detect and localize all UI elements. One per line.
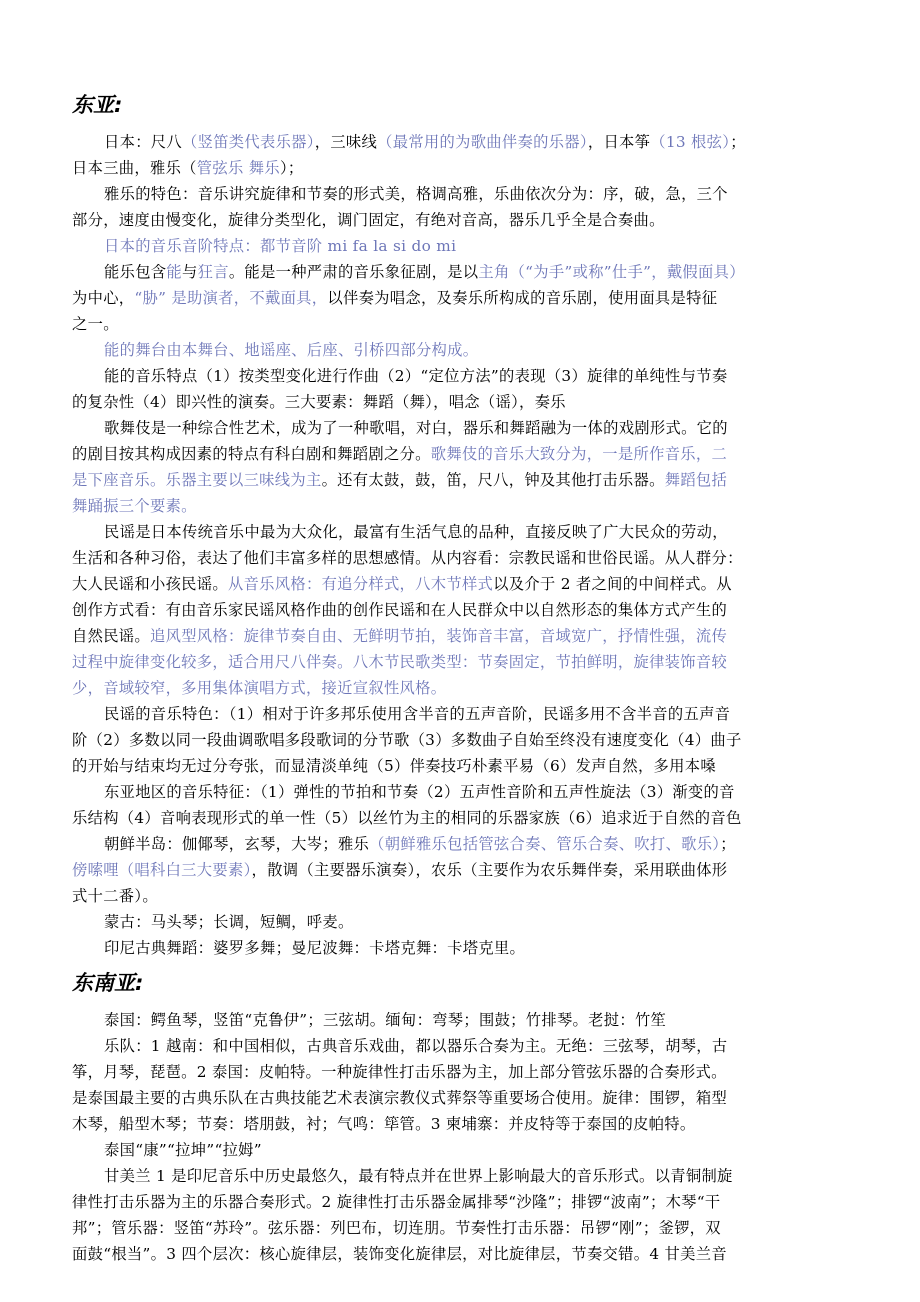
highlighted-text: “胁” 是助演者，不戴面具， [134,289,328,307]
text-run: 与 [182,263,198,281]
highlighted-text: （竖笛类代表乐器） [182,133,315,151]
text-run: 东亚地区的音乐特征：（1）弹性的节拍和节奏（2）五声性音阶和五声性旋法（3）渐变的音 [104,783,735,801]
text-run: 的剧目按其构成因素的特点有科白剧和舞蹈剧之分。 [72,445,431,463]
text-run: 为中心， [72,289,135,307]
text-line [72,1111,695,1137]
text-run: 的开始与结束均无过分夸张，而显清淡单纯（5）伴奏技巧朴素平易（6）发声自然，多用本嗓 [72,757,716,775]
text-line [72,207,665,233]
text-line [104,1137,262,1163]
highlighted-text: 能的舞台由本舞台、地谣座、后座、引桥四部分构成。 [104,341,479,359]
highlighted-text: 舞蹈包括 [664,471,728,489]
text-line [72,675,446,701]
text-run: 式十二番）。 [72,887,158,905]
text-line [72,285,717,311]
text-run: 朝鲜半岛：伽倻琴，玄琴，大岑；雅乐 [104,835,370,853]
highlighted-text: 主角（“为手”或称”仕手”，戴假面具） [478,263,745,281]
text-run: 大人民谣和小孩民谣。 [72,575,228,593]
text-run: 阶（2）多数以同一段曲调歌唱多段歌词的分节歌（3）多数曲子自始至终没有速度变化（4）曲子 [72,731,742,749]
text-run: 能的音乐特点（1）按类型变化进行作曲（2）“定位方法”的表现（3）旋律的单纯性与节奏 [104,367,728,385]
text-run: 之一。 [72,315,119,333]
highlighted-text: （朝鲜雅乐包括管弦合奏、管乐合奏、吹打、歌乐） [369,835,721,853]
text-run: 面鼓“根当”。3 四个层次：核心旋律层，装饰变化旋律层，对比旋律层，节奏交错。4 甘美兰音 [72,1245,727,1263]
text-line [72,545,743,571]
text-run: 自然民谣。 [72,627,150,645]
text-line [72,441,727,467]
text-run: 蒙古：马头琴；长调，短鲷，呼麦。 [104,913,354,931]
text-line [104,415,728,441]
text-line [104,1163,733,1189]
text-run: 。还有太鼓，鼓，笛，尺八，钟及其他打击乐器。 [321,471,665,489]
highlighted-text: 舞踊振三个要素。 [72,497,197,515]
text-run: 民谣的音乐特色：（1）相对于许多邦乐使用含半音的五声音阶，民谣多用不含半音的五声音 [104,705,731,723]
text-line [72,1085,727,1111]
text-run: 邦”；管乐器：竖笛“苏玲”。弦乐器：列巴布，切连朋。节奏性打击乐器：吊锣“刚”；釜锣，双 [72,1219,721,1237]
text-line [104,129,746,155]
highlighted-text: 歌舞伎的音乐大致分为，一是所作音乐，二 [430,445,728,463]
text-run: 印尼古典舞蹈：婆罗多舞；曼尼波舞：卡塔克舞：卡塔克里。 [104,939,526,957]
highlighted-text: 狂言 [197,263,229,281]
text-line [72,571,732,597]
text-run: 日本三曲，雅乐（ [72,159,197,177]
text-run: 的复杂性（4）即兴性的演奏。三大要素：舞蹈（舞），唱念（谣），奏乐 [72,393,566,411]
text-line [72,1189,720,1215]
text-run: 部分，速度由慢变化，旋律分类型化，调门固定，有绝对音高，器乐几乎全是合奏曲。 [72,211,665,229]
text-line [104,363,727,389]
text-run: 雅乐的特色：音乐讲究旋律和节奏的形式美，格调高雅，乐曲依次分为：序，破，急，三个 [104,185,728,203]
highlighted-text: 乐器主要以三味线为主 [165,471,322,489]
text-line [104,337,478,363]
text-line [72,857,727,883]
text-line [72,493,197,519]
text-run: 是泰国最主要的古典乐队在古典技能艺术表演宗教仪式葬祭等重要场合使用。旋律：围锣，箱型 [72,1089,728,1107]
highlighted-text: （唱科白三大要素） [118,861,252,879]
text-run: ）； [279,159,304,177]
text-line [72,649,727,675]
text-line [72,1215,721,1241]
text-run: 泰国：鳄鱼琴，竖笛“克鲁伊”；三弦胡。缅甸：弯琴；围鼓；竹排琴。老挝：竹笙 [104,1011,667,1029]
text-line [72,155,303,181]
text-run: 生活和各种习俗，表达了他们丰富多样的思想感情。从内容看：宗教民谣和世俗民谣。从人群分： [72,549,743,567]
text-run: ，日本筝 [587,133,651,151]
highlighted-text: 傍嗦哩 [72,861,119,879]
text-line [72,805,742,831]
text-run: 律性打击乐器为主的乐器合奏形式。2 旋律性打击乐器金属排琴“沙隆”；排锣“波南”；木琴“干 [72,1193,721,1211]
text-run: 歌舞伎是一种综合性艺术，成为了一种歌唱，对白，器乐和舞蹈融为一体的戏剧形式。它的 [104,419,728,437]
highlighted-text: （13 根弦） [650,133,731,151]
text-line [104,935,525,961]
text-run: 甘美兰 1 是印尼音乐中历史最悠久，最有特点并在世界上影响最大的音乐形式。以青铜制旋 [104,1167,733,1185]
text-run: 。能是一种严肃的音乐象征剧，是以 [228,263,479,281]
text-line [72,727,742,753]
text-line [104,233,456,259]
highlighted-text: 少，音域较窄，多用集体演唱方式，接近宣叙性风格。 [72,679,447,697]
highlighted-text: 追风型风格：旋律节奏自由、无鲜明节拍，装饰音丰富，音域宽广，抒情性强，流传 [150,627,728,645]
text-line [72,623,727,649]
text-run: ，散调（主要器乐演奏），农乐（主要作为农乐舞伴奏，采用联曲体形 [251,861,728,879]
text-line [104,779,735,805]
text-line [72,389,566,415]
text-line [72,311,119,337]
text-run: ； [720,835,736,853]
text-run: 民谣是日本传统音乐中最为大众化，最富有生活气息的品种，直接反映了广大民众的劳动， [104,523,728,541]
text-line [104,181,728,207]
highlighted-text: （最常用的为歌曲伴奏的乐器） [377,133,588,151]
text-line [72,1241,727,1267]
text-line [104,259,745,285]
text-line [72,597,727,623]
text-line [104,519,728,545]
text-line [104,909,354,935]
text-run: 木琴，船型木琴；节奏：塔朋鼓，衬；气鸣：筚管。3 柬埔寨：并皮特等于泰国的皮帕特。 [72,1115,696,1133]
text-line [104,831,736,857]
text-run: ，三味线 [314,133,378,151]
highlighted-text: 是下座音乐。 [72,471,166,489]
text-run: 乐队：1 越南：和中国相似，古典音乐戏曲，都以器乐合奏为主。无绝：三弦琴，胡琴，古 [104,1037,728,1055]
text-line [104,701,730,727]
highlighted-text: 能 [166,263,182,281]
text-run: 能乐包含 [104,263,167,281]
text-run: 日本：尺八 [104,133,182,151]
text-line [104,1007,666,1033]
section-heading-southeast-asia: 东南亚: [72,971,144,995]
text-line [72,753,716,779]
text-run: ； [730,133,746,151]
text-line [104,1033,727,1059]
text-run: 泰国“康”“拉坤”“拉姆” [104,1141,262,1159]
text-run: 乐结构（4）音响表现形式的单一性（5）以丝竹为主的相同的乐器家族（6）追求近于自然的音色 [72,809,742,827]
highlighted-text: 管弦乐 舞乐 [196,159,280,177]
text-run: 以伴奏为唱念，及奏乐所构成的音乐剧，使用面具是特征 [327,289,718,307]
text-line [72,467,727,493]
highlighted-text: 从音乐风格：有追分样式，八木节样式 [227,575,494,593]
text-run: 创作方式看：有由音乐家民谣风格作曲的创作民谣和在人民群众中以自然形态的集体方式产生的 [72,601,728,619]
text-run: 以及介于 2 者之间的中间样式。从 [493,575,732,593]
text-line [72,883,158,909]
text-line [72,1059,727,1085]
section-heading-east-asia: 东亚: [72,93,123,117]
highlighted-text: 过程中旋律变化较多，适合用尺八伴奏。八木节民歌类型：节奏固定，节拍鲜明，旋律装饰音较 [72,653,728,671]
highlighted-text: 日本的音乐音阶特点：都节音阶 mi fa la si do mi [104,237,457,255]
text-run: 筝，月琴，琵琶。2 泰国：皮帕特。一种旋律性打击乐器为主，加上部分管弦乐器的合奏形式。 [72,1063,727,1081]
